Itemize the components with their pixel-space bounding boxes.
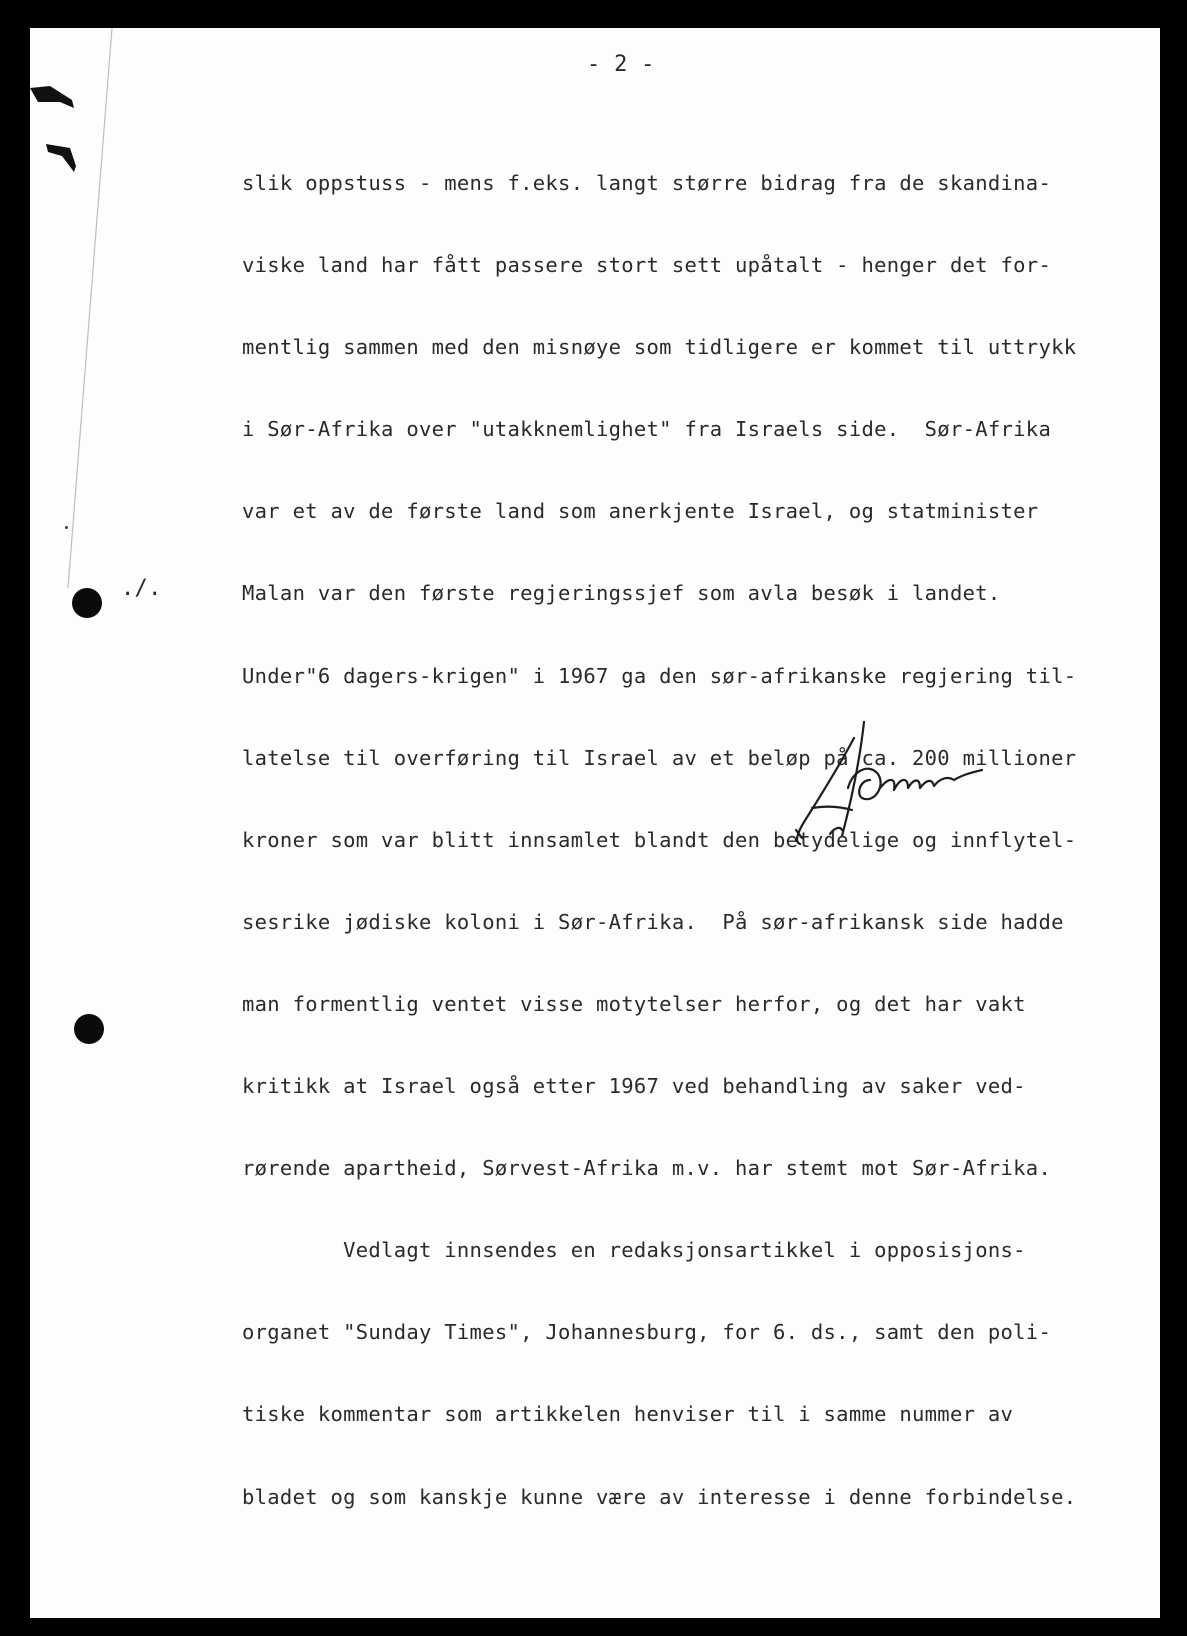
text-line: sesrike jødiske koloni i Sør-Afrika. På sør-afrikansk side hadde: [242, 909, 1064, 934]
text-line: kritikk at Israel også etter 1967 ved behandling av saker ved-: [242, 1074, 1026, 1099]
stray-dot: [65, 526, 68, 529]
text-line: var et av de første land som anerkjente Israel, og statminister: [242, 499, 1039, 524]
attachment-mark: ./.: [121, 576, 162, 601]
text-line: rørende apartheid, Sørvest-Afrika m.v. har stemt mot Sør-Afrika.: [242, 1156, 1052, 1181]
punch-hole: [72, 588, 102, 618]
text-line: latelse til overføring til Israel av et beløp på ca. 200 millioner: [242, 745, 1077, 770]
text-line: Under"6 dagers-krigen" i 1967 ga den sør-afrikanske regjering til-: [242, 663, 1077, 688]
text-line: Vedlagt innsendes en redaksjonsartikkel i opposisjons-: [242, 1238, 1026, 1263]
margin-ink-marks: [30, 68, 100, 188]
text-line: bladet og som kanskje kunne være av interesse i denne forbindelse.: [242, 1484, 1077, 1509]
text-line: slik oppstuss - mens f.eks. langt større bidrag fra de skandina-: [242, 171, 1052, 195]
text-line: viske land har fått passere stort sett upåtalt - henger det for-: [242, 253, 1052, 278]
page-number: - 2 -: [587, 52, 655, 77]
document-page: [30, 28, 1160, 1618]
handwritten-signature: [760, 718, 1050, 858]
punch-hole: [74, 1014, 104, 1044]
text-line: tiske kommentar som artikkelen henviser til i samme nummer av: [242, 1402, 1014, 1427]
text-line: kroner som var blitt innsamlet blandt den betydelige og innflytel-: [242, 827, 1077, 852]
text-line: mentlig sammen med den misnøye som tidligere er kommet til uttrykk: [242, 335, 1077, 360]
text-line: organet "Sunday Times", Johannesburg, for 6. ds., samt den poli-: [242, 1320, 1052, 1345]
text-line: i Sør-Afrika over "utakknemlighet" fra Israels side. Sør-Afrika: [242, 417, 1052, 442]
text-line: Malan var den første regjeringssjef som avla besøk i landet.: [242, 581, 1001, 606]
text-line: man formentlig ventet visse motytelser herfor, og det har vakt: [242, 991, 1026, 1016]
